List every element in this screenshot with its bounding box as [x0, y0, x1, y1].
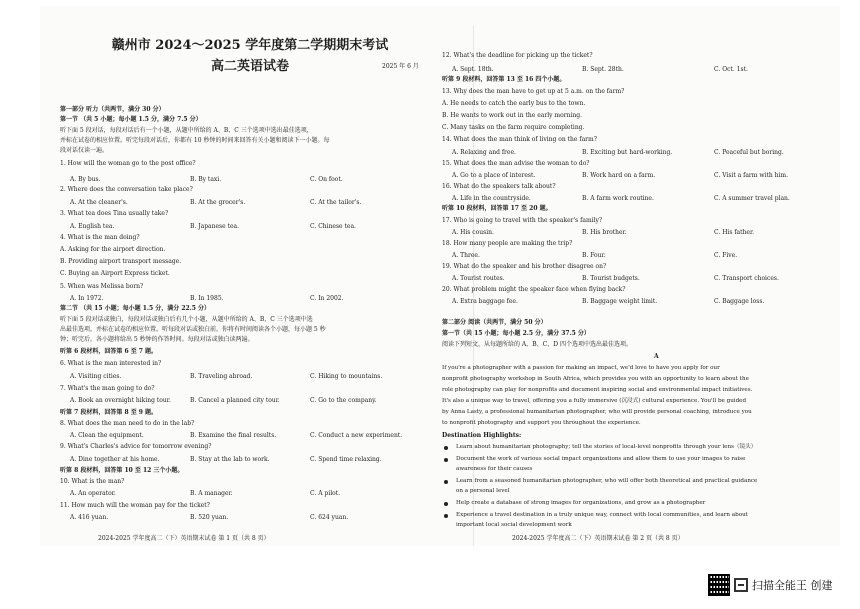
answer-option-a: A. Relaxing and free.: [452, 149, 516, 156]
answer-option-a: A. Clean the equipment.: [70, 432, 144, 439]
passage-line: If you're a photographer with a passion for making an impact, we'd love to have you apply for our: [442, 365, 720, 371]
question-line: 钟；听完后，各小题将给出 5 秒钟的作答时间。每段对话或独白读两遍。: [60, 336, 254, 343]
question-line: 听第 7 段材料，回答第 8 至 9 题。: [60, 409, 158, 416]
question-line: 16. What do the speakers talk about?: [442, 183, 556, 190]
question-line: 9. What's Charles's advice for tomorrow evening?: [60, 443, 212, 450]
answer-option-a: A. Life in the countryside.: [452, 195, 531, 202]
question-line: 2. Where does the conversation take place?: [60, 186, 193, 193]
question-line: 13. Why does the man have to get up at 5 a.m. on the farm?: [442, 88, 625, 95]
question-line: 第二节 （共 15 小题；每小题 1.5 分，满分 22.5 分）: [60, 305, 211, 312]
question-line: A. Asking for the airport direction.: [60, 246, 166, 253]
answer-option-c: C. Hiking to mountains.: [310, 373, 383, 380]
answer-option-b: B. Japanese tea.: [190, 223, 240, 230]
highlight-text: on a personal level: [456, 488, 510, 494]
answer-option-c: C. Spend time relaxing.: [310, 456, 382, 463]
answer-option-a: A. In 1972.: [70, 295, 104, 302]
qr-code-icon: [708, 574, 730, 596]
answer-option-c: C. Oct. 1st.: [714, 66, 748, 73]
question-line: 14. What does the man think of living on the farm?: [442, 136, 597, 143]
bullet-icon: [444, 458, 448, 462]
answer-option-b: B. A manager.: [190, 490, 233, 497]
bullet-icon: [444, 514, 448, 518]
answer-option-b: B. Stay at the lab to work.: [190, 456, 270, 463]
answer-option-a: A. At the cleaner's.: [70, 199, 128, 206]
answer-option-c: C. Transport choices.: [714, 275, 779, 282]
question-line: 15. What does the man advise the woman to do?: [442, 160, 590, 167]
answer-option-b: B. Examine the final results.: [190, 432, 277, 439]
answer-option-c: C. At the tailor's.: [310, 199, 362, 206]
answer-option-a: A. Three.: [452, 252, 480, 259]
answer-option-a: A. An operator.: [70, 490, 116, 497]
answer-option-c: C. On foot.: [310, 176, 343, 183]
answer-option-a: A. Extra baggage fee.: [452, 298, 518, 305]
answer-option-a: A. Book an overnight hiking tour.: [70, 397, 171, 404]
scanner-logo-icon: [734, 578, 748, 592]
highlight-text: Experience a travel destination in a truly unique way, connect with local communities, and learn about: [456, 512, 748, 518]
question-line: 并标在试卷的相应位置。听完每段对话后，你都有 10 秒钟的时间来回答有关小题和阅读下一小题。每: [60, 137, 330, 144]
answer-option-a: A. Go to a place of interest.: [452, 172, 536, 179]
question-line: 听第 8 段材料，回答第 10 至 12 三个小题。: [60, 467, 184, 474]
answer-option-b: B. Exciting but hard-working.: [582, 149, 673, 156]
question-line: 听第 10 段材料，回答第 17 至 20 题。: [442, 205, 552, 212]
exam-sheet: [40, 6, 840, 546]
question-line: 18. How many people are making the trip?: [442, 240, 573, 247]
question-line: B. Providing airport transport message.: [60, 258, 182, 265]
exam-subtitle: 高二英语试卷: [210, 59, 289, 74]
answer-option-c: C. Peaceful but boring.: [714, 149, 784, 156]
highlight-text: Learn from a seasoned humanitarian photographer, who will offer both theoretical and practical guidance: [456, 478, 758, 484]
answer-option-a: A. By bus.: [70, 176, 101, 183]
highlight-text: Document the work of various social impact organizations and allow them to use your images to raise: [456, 456, 746, 462]
answer-option-c: C. Five.: [714, 252, 738, 259]
scanner-watermark: [708, 574, 833, 596]
answer-option-b: B. Baggage weight limit.: [582, 298, 658, 305]
answer-option-a: A. English tea.: [70, 223, 115, 230]
question-line: 4. What is the man doing?: [60, 234, 140, 241]
answer-option-b: B. At the grocer's.: [190, 199, 246, 206]
answer-option-c: C. A pilot.: [310, 490, 341, 497]
question-line: 7. What's the man going to do?: [60, 385, 155, 392]
answer-option-a: A. Sept. 18th.: [452, 66, 494, 73]
answer-option-c: C. Baggage loss.: [714, 298, 765, 305]
answer-option-a: A. Visiting cities.: [70, 373, 122, 380]
question-line: 19. What do the speaker and his brother disagree on?: [442, 263, 607, 270]
scanner-label: 扫描全能王 创建: [752, 579, 833, 592]
question-line: 段对话仅读一遍。: [60, 147, 109, 154]
answer-option-c: C. Conduct a new experiment.: [310, 432, 403, 439]
question-line: 17. Who is going to travel with the speaker's family?: [442, 217, 603, 224]
question-line: 第一节 （共 5 小题；每小题 1.5 分，满分 7.5 分）: [60, 116, 202, 123]
highlight-text: important local social development work: [456, 522, 572, 528]
question-line: 听下面 5 段对话或独白，每段对话或独白后有几个小题，从题中所给的 A、B、C 三个选项中选: [60, 316, 313, 323]
answer-option-b: B. Cancel a planned city tour.: [190, 397, 280, 404]
question-line: B. He wants to work out in the early morning.: [442, 112, 582, 119]
answer-option-a: A. 416 yuan.: [70, 514, 109, 521]
question-line: 3. What tea does Tina usually take?: [60, 210, 169, 217]
answer-option-c: C. Go to the company.: [310, 397, 377, 404]
passage-line: to nonprofit photography and support you throughout the experience.: [442, 420, 641, 426]
question-line: A: [654, 353, 659, 360]
passage-line: by Anna Lasty, a professional humanitarian photographer, who will provide personal coaching, introduce you: [442, 409, 752, 415]
question-line: 12. What's the deadline for picking up the ticket?: [442, 52, 593, 59]
bullet-icon: [444, 446, 448, 450]
answer-option-a: A. His cousin.: [452, 229, 494, 236]
answer-option-c: C. His father.: [714, 229, 755, 236]
answer-option-c: C. Chinese tea.: [310, 223, 356, 230]
question-line: 5. When was Melissa born?: [60, 283, 144, 290]
question-line: 阅读下列短文，从每题所给的 A、B、C、D 四个选项中选出最佳选项。: [442, 341, 632, 348]
answer-option-b: B. A farm work routine.: [582, 195, 654, 202]
answer-option-a: A. Dine together at his home.: [70, 456, 160, 463]
question-line: 第一节（共 15 小题；每小题 2.5 分，满分 37.5 分）: [442, 330, 590, 337]
question-line: C. Many tasks on the farm require completing.: [442, 124, 585, 131]
question-line: 听下面 5 段对话，每段对话后有一个小题，从题中所给的 A、B、C 三个选项中选出最佳选项，: [60, 127, 313, 134]
question-line: 8. What does the man need to do in the lab?: [60, 420, 195, 427]
question-line: A. He needs to catch the early bus to the town.: [442, 100, 586, 107]
question-line: 第二部分 阅读（共两节，满分 50 分）: [442, 319, 547, 326]
question-line: 出最佳选项，并标在试卷的相应位置。听每段对话或独白前，你将有时间阅读各个小题，每小题 5 秒: [60, 326, 326, 333]
question-line: 6. What is the man interested in?: [60, 360, 162, 367]
answer-option-c: C. A summer travel plan.: [714, 195, 790, 202]
highlight-text: Help create a database of strong images for organizations, and grow as a photographer: [456, 500, 706, 506]
page-2-footer: 2024-2025 学年度高二（下）英语期末试卷 第 2 页（共 8 页）: [512, 535, 684, 542]
question-line: 10. What is the man?: [60, 478, 125, 485]
question-line: 20. What problem might the speaker face when flying back?: [442, 286, 626, 293]
answer-option-b: B. Work hard on a farm.: [582, 172, 656, 179]
bullet-icon: [444, 480, 448, 484]
answer-option-c: C. In 2002.: [310, 295, 344, 302]
answer-option-b: B. 520 yuan.: [190, 514, 229, 521]
answer-option-b: B. In 1985.: [190, 295, 224, 302]
answer-option-b: B. Sept. 28th.: [582, 66, 624, 73]
answer-option-b: B. Tourist budgets.: [582, 275, 640, 282]
highlight-text: awareness for their causes: [456, 466, 533, 472]
question-line: 第一部分 听力（共两节，满分 30 分）: [60, 106, 165, 113]
bullet-icon: [444, 502, 448, 506]
answer-option-c: C. 624 yuan.: [310, 514, 349, 521]
highlight-text: Learn about humanitarian photography; tell the stories of local-level nonprofits through your lens（镜头）: [456, 444, 757, 450]
answer-option-b: B. By taxi.: [190, 176, 222, 183]
exam-date: 2025 年 6 月: [382, 63, 419, 70]
passage-line: It's also a unique way to travel, offering you a fully immersive (沉浸式) cultural experience. You'll be guided: [442, 398, 747, 404]
passage-line: nonprofit photography workshop in South Africa, which provides you with an opportunity to learn about the: [442, 376, 749, 382]
passage-line: role photography can play for nonprofits and document inspiring social and environmental impact initiatives.: [442, 387, 753, 393]
answer-option-b: B. Four.: [582, 252, 606, 259]
question-line: 听第 6 段材料，回答第 6 至 7 题。: [60, 348, 158, 355]
question-line: C. Buying an Airport Express ticket.: [60, 270, 170, 277]
answer-option-b: B. His brother.: [582, 229, 627, 236]
question-line: 1. How will the woman go to the post office?: [60, 160, 196, 167]
page-1-footer: 2024-2025 学年度高二（下）英语期末试卷 第 1 页（共 8 页）: [98, 535, 270, 542]
highlights-title: Destination Highlights:: [442, 432, 522, 439]
question-line: 11. How much will the woman pay for the ticket?: [60, 502, 210, 509]
answer-option-b: B. Traveling abroad.: [190, 373, 253, 380]
answer-option-a: A. Tourist routes.: [452, 275, 505, 282]
answer-option-c: C. Visit a farm with him.: [714, 172, 789, 179]
question-line: 听第 9 段材料，回答第 13 至 16 四个小题。: [442, 76, 566, 83]
exam-title: 赣州市 2024～2025 学年度第二学期期末考试: [111, 38, 389, 53]
